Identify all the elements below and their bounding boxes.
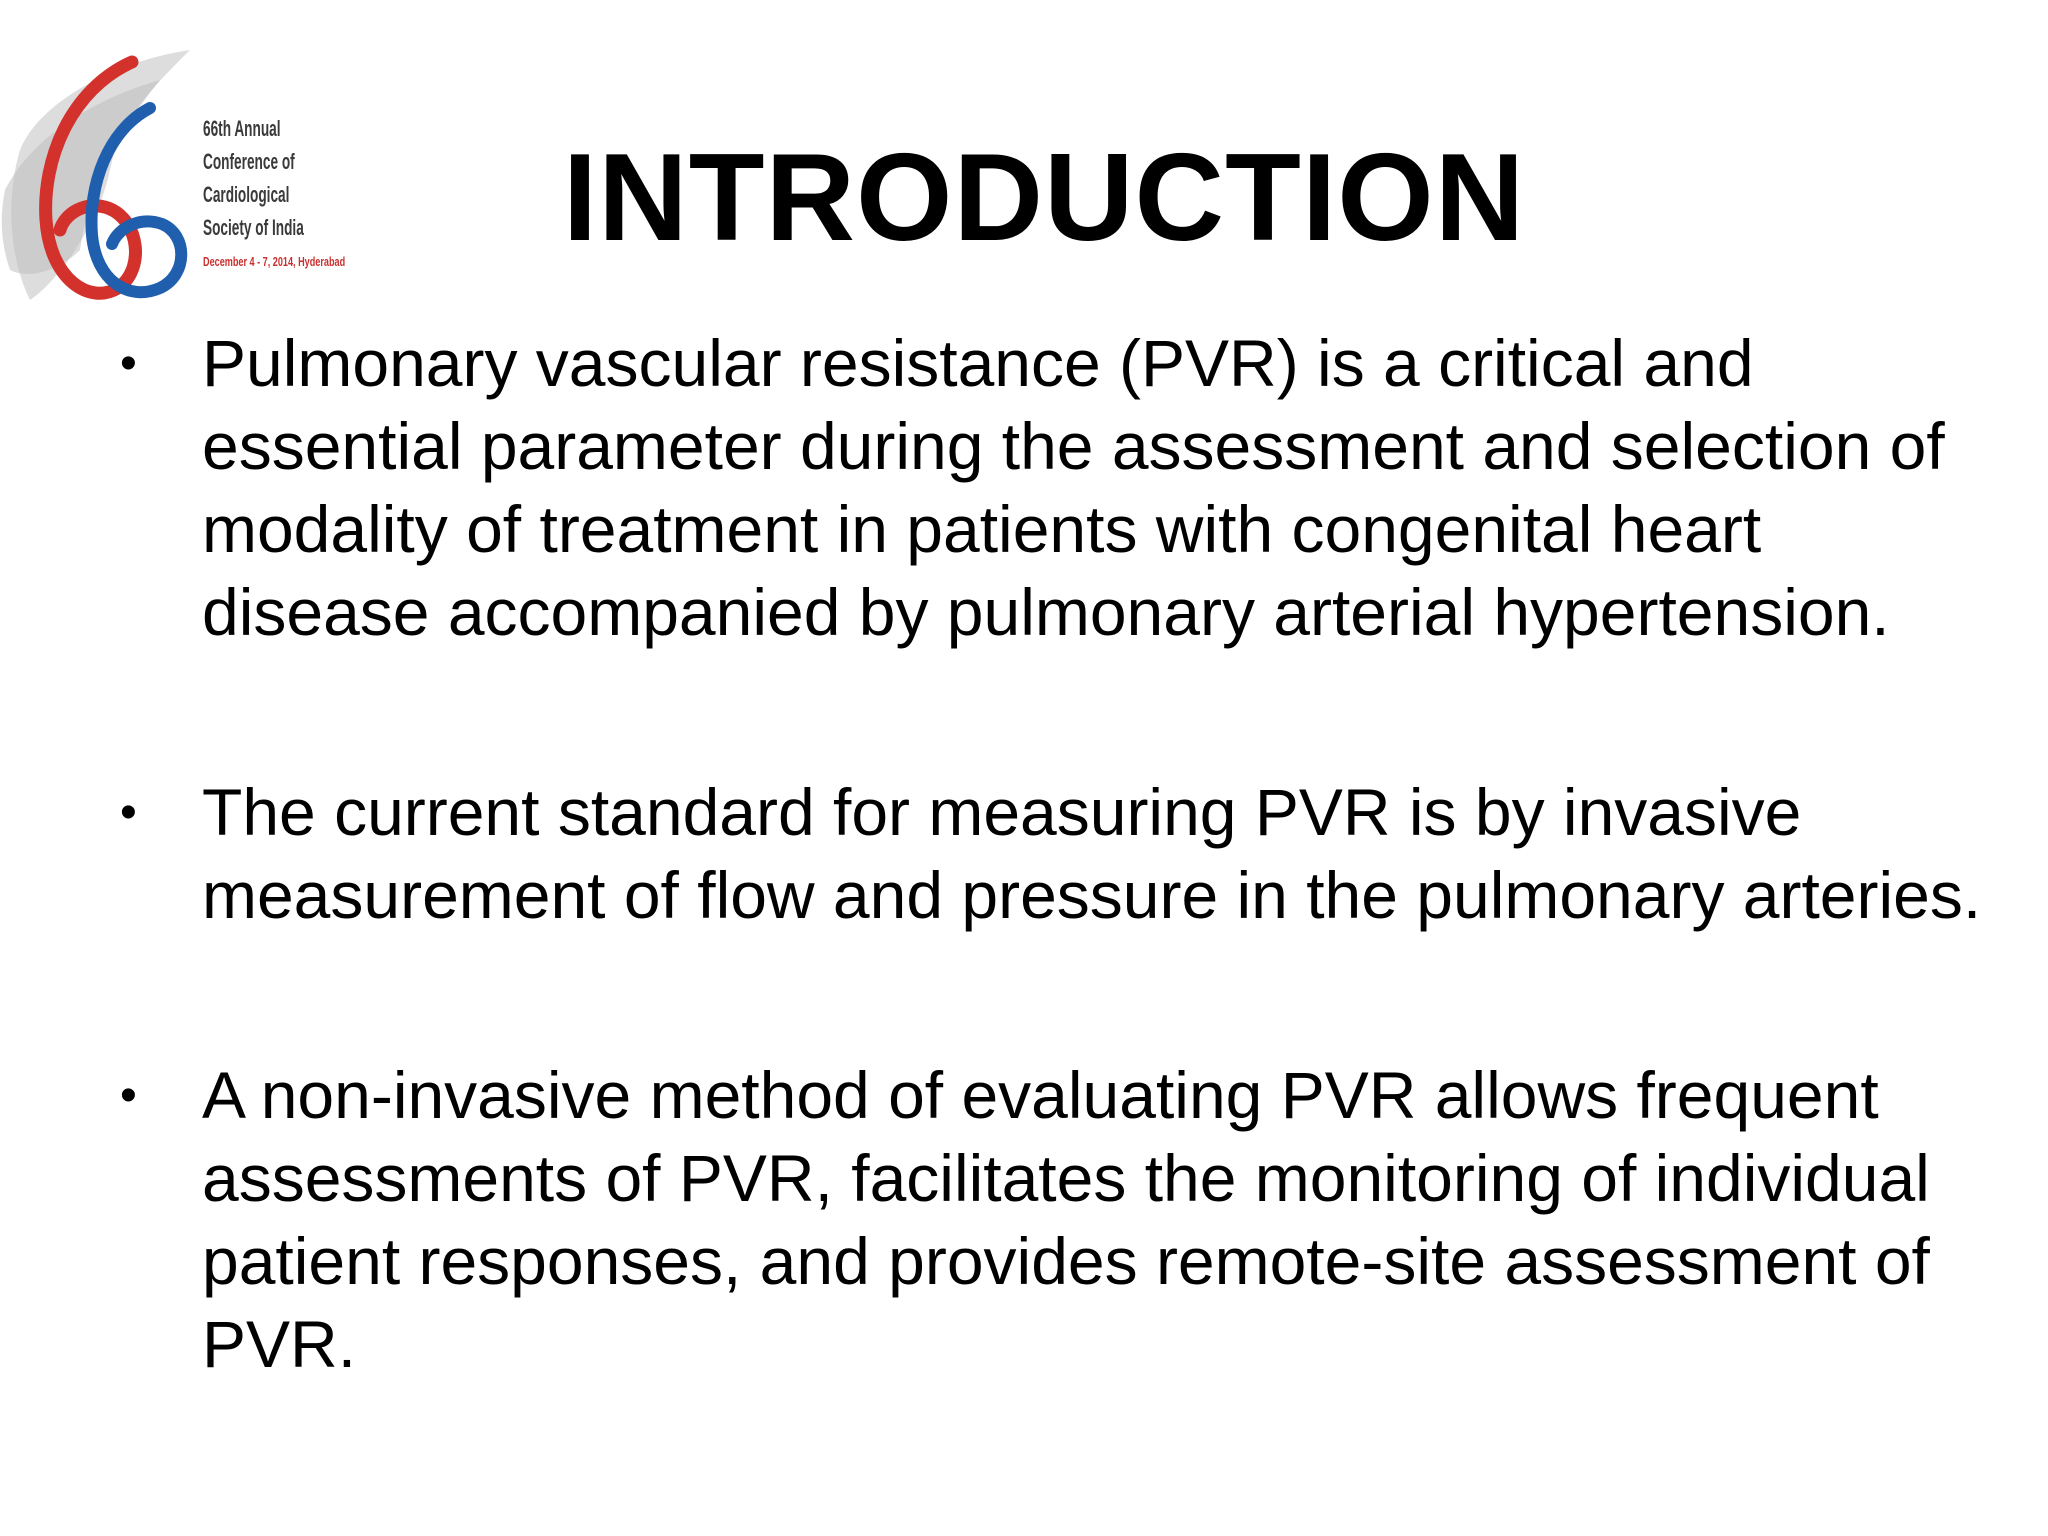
bullet-item [120,1054,2000,1386]
bullet-icon: • [120,337,137,390]
logo-line: 66th Annual [203,116,281,141]
bullet-list [120,322,2000,1386]
logo-line: Cardiological [203,182,290,207]
slide-title: INTRODUCTION [562,129,1526,267]
bullet-text: The current standard for measuring PVR is by invasive measurement of flow and pressure in the pulmonary arteries. [202,775,1982,932]
bullet-icon: • [120,1069,137,1122]
bullet-item [120,322,2000,654]
bullet-text: A non-invasive method of evaluating PVR allows frequent assessments of PVR, facilitates the monitoring of individual patient responses, and provides remote-site assessment of PVR. [202,1058,1930,1381]
logo-line: Conference of [203,149,295,174]
logo-line: Society of India [203,215,304,240]
bullet-item [120,771,2000,937]
bullet-icon: • [120,786,137,839]
bullet-text: Pulmonary vascular resistance (PVR) is a critical and essential parameter during the assessment and selection of modality of treatment in patients with congenital heart disease accompanied by pulmonary arterial hypertension. [202,326,1945,649]
logo-date: December 4 - 7, 2014, Hyderabad [203,254,346,269]
